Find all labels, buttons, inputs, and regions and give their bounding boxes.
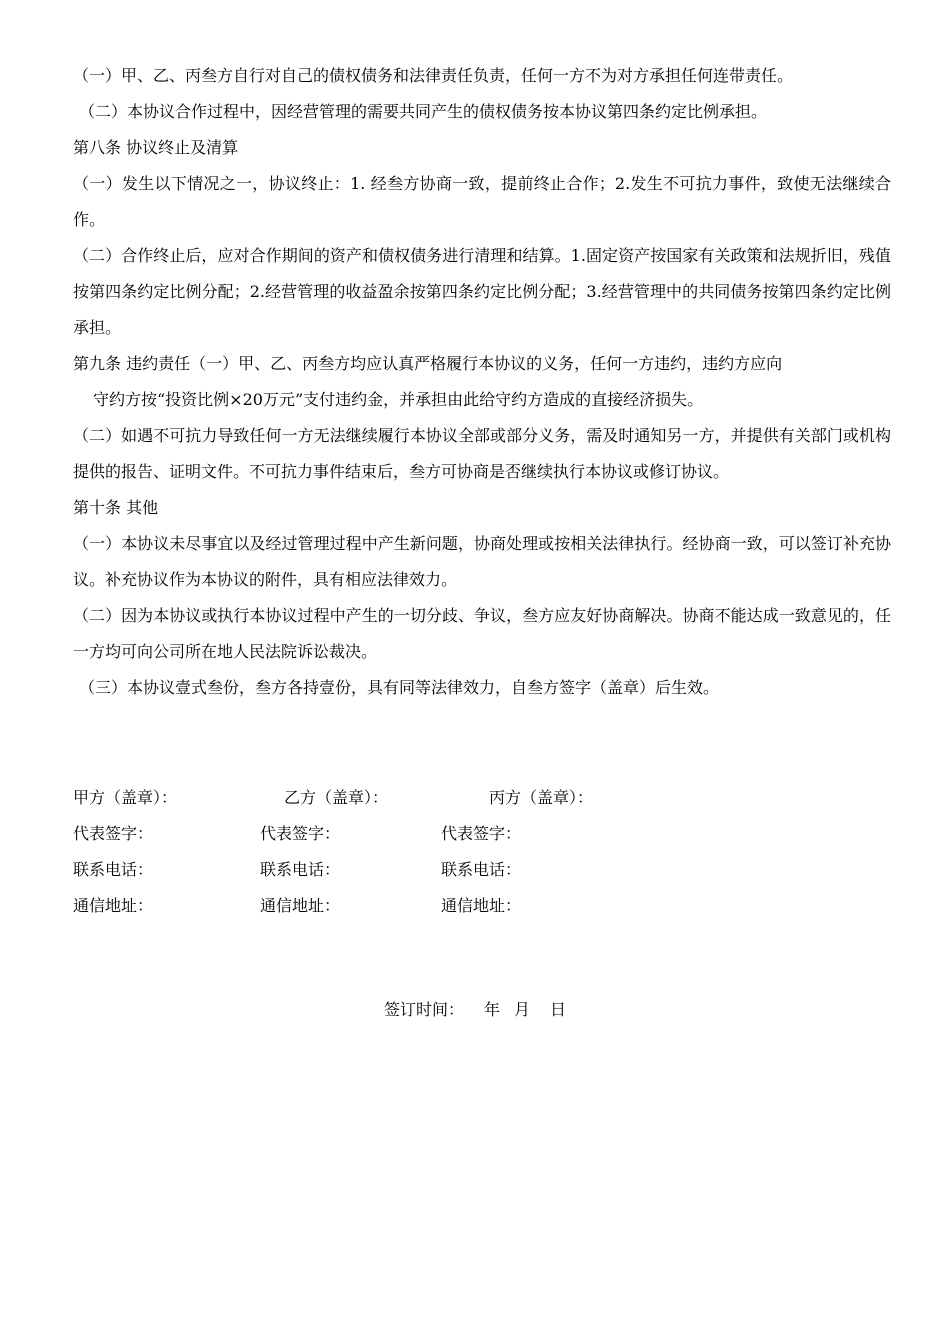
signature-row-seal xyxy=(73,780,891,816)
party-a-rep-label: 代表签字： xyxy=(73,824,154,843)
party-b-address-label: 通信地址： xyxy=(260,896,341,915)
clause-termination-settlement: （二）合作终止后，应对合作期间的资产和债权债务进行清理和结算。1.固定资产按国家有关政策和法规折旧，残值按第四条约定比例分配；2.经营管理的收益盈余按第四条约定比例分配；3.经营管理中的共同债务按第四条约定比例承担。 xyxy=(73,246,891,337)
signature-block xyxy=(73,780,891,924)
party-b-rep-label: 代表签字： xyxy=(260,824,341,843)
clause-liability-self: （一）甲、乙、丙叁方自行对自己的债权债务和法律责任负责，任何一方不为对方承担任何连带责任。 xyxy=(73,66,794,85)
party-c-rep-label: 代表签字： xyxy=(441,824,522,843)
clause-supplementary: （一）本协议未尽事宜以及经过管理过程中产生新问题，协商处理或按相关法律执行。经协商一致，可以签订补充协议。补充协议作为本协议的附件，具有相应法律效力。 xyxy=(73,534,891,589)
signature-row-rep xyxy=(73,816,891,852)
signing-date xyxy=(384,994,566,1026)
clause-copies: （三）本协议壹式叁份，叁方各持壹份，具有同等法律效力，自叁方签字（盖章）后生效。 xyxy=(79,678,720,697)
article-8-heading: 第八条 协议终止及清算 xyxy=(73,138,239,157)
party-a-phone-label: 联系电话： xyxy=(73,860,154,879)
signing-date-month: 月 xyxy=(514,1000,531,1019)
signature-row-address xyxy=(73,888,891,924)
party-a-seal-label: 甲方（盖章）： xyxy=(73,788,178,807)
party-b-seal-label: 乙方（盖章）： xyxy=(284,788,389,807)
party-c-address-label: 通信地址： xyxy=(441,896,522,915)
clause-force-majeure: （二）如遇不可抗力导致任何一方无法继续履行本协议全部或部分义务，需及时通知另一方，并提供有关部门或机构提供的报告、证明文件。不可抗力事件结束后，叁方可协商是否继续执行本协议或修订协议。 xyxy=(73,426,891,481)
article-9-breach-line1: 第九条 违约责任（一）甲、乙、丙叁方均应认真严格履行本协议的义务，任何一方违约，违约方应向 xyxy=(73,354,783,373)
party-a-address-label: 通信地址： xyxy=(73,896,154,915)
signature-row-phone xyxy=(73,852,891,888)
party-b-phone-label: 联系电话： xyxy=(260,860,341,879)
signing-date-day: 日 xyxy=(550,1000,567,1019)
clause-disputes: （二）因为本协议或执行本协议过程中产生的一切分歧、争议，叁方应友好协商解决。协商不能达成一致意见的，任一方均可向公司所在地人民法院诉讼裁决。 xyxy=(73,606,891,661)
agreement-body xyxy=(73,58,891,706)
party-c-seal-label: 丙方（盖章）： xyxy=(489,788,594,807)
article-9-breach xyxy=(73,346,891,418)
article-9-breach-line2: 守约方按“投资比例×20万元”支付违约金，并承担由此给守约方造成的直接经济损失。 xyxy=(93,390,704,409)
party-c-phone-label: 联系电话： xyxy=(441,860,522,879)
signing-date-label: 签订时间： xyxy=(384,1000,465,1019)
clause-termination-conditions: （一）发生以下情况之一，协议终止：1. 经叁方协商一致，提前终止合作；2.发生不可抗力事件，致使无法继续合作。 xyxy=(73,174,891,229)
clause-liability-shared: （二）本协议合作过程中，因经营管理的需要共同产生的债权债务按本协议第四条约定比例承担。 xyxy=(79,102,768,121)
article-10-heading: 第十条 其他 xyxy=(73,498,159,517)
signing-date-year: 年 xyxy=(484,1000,501,1019)
